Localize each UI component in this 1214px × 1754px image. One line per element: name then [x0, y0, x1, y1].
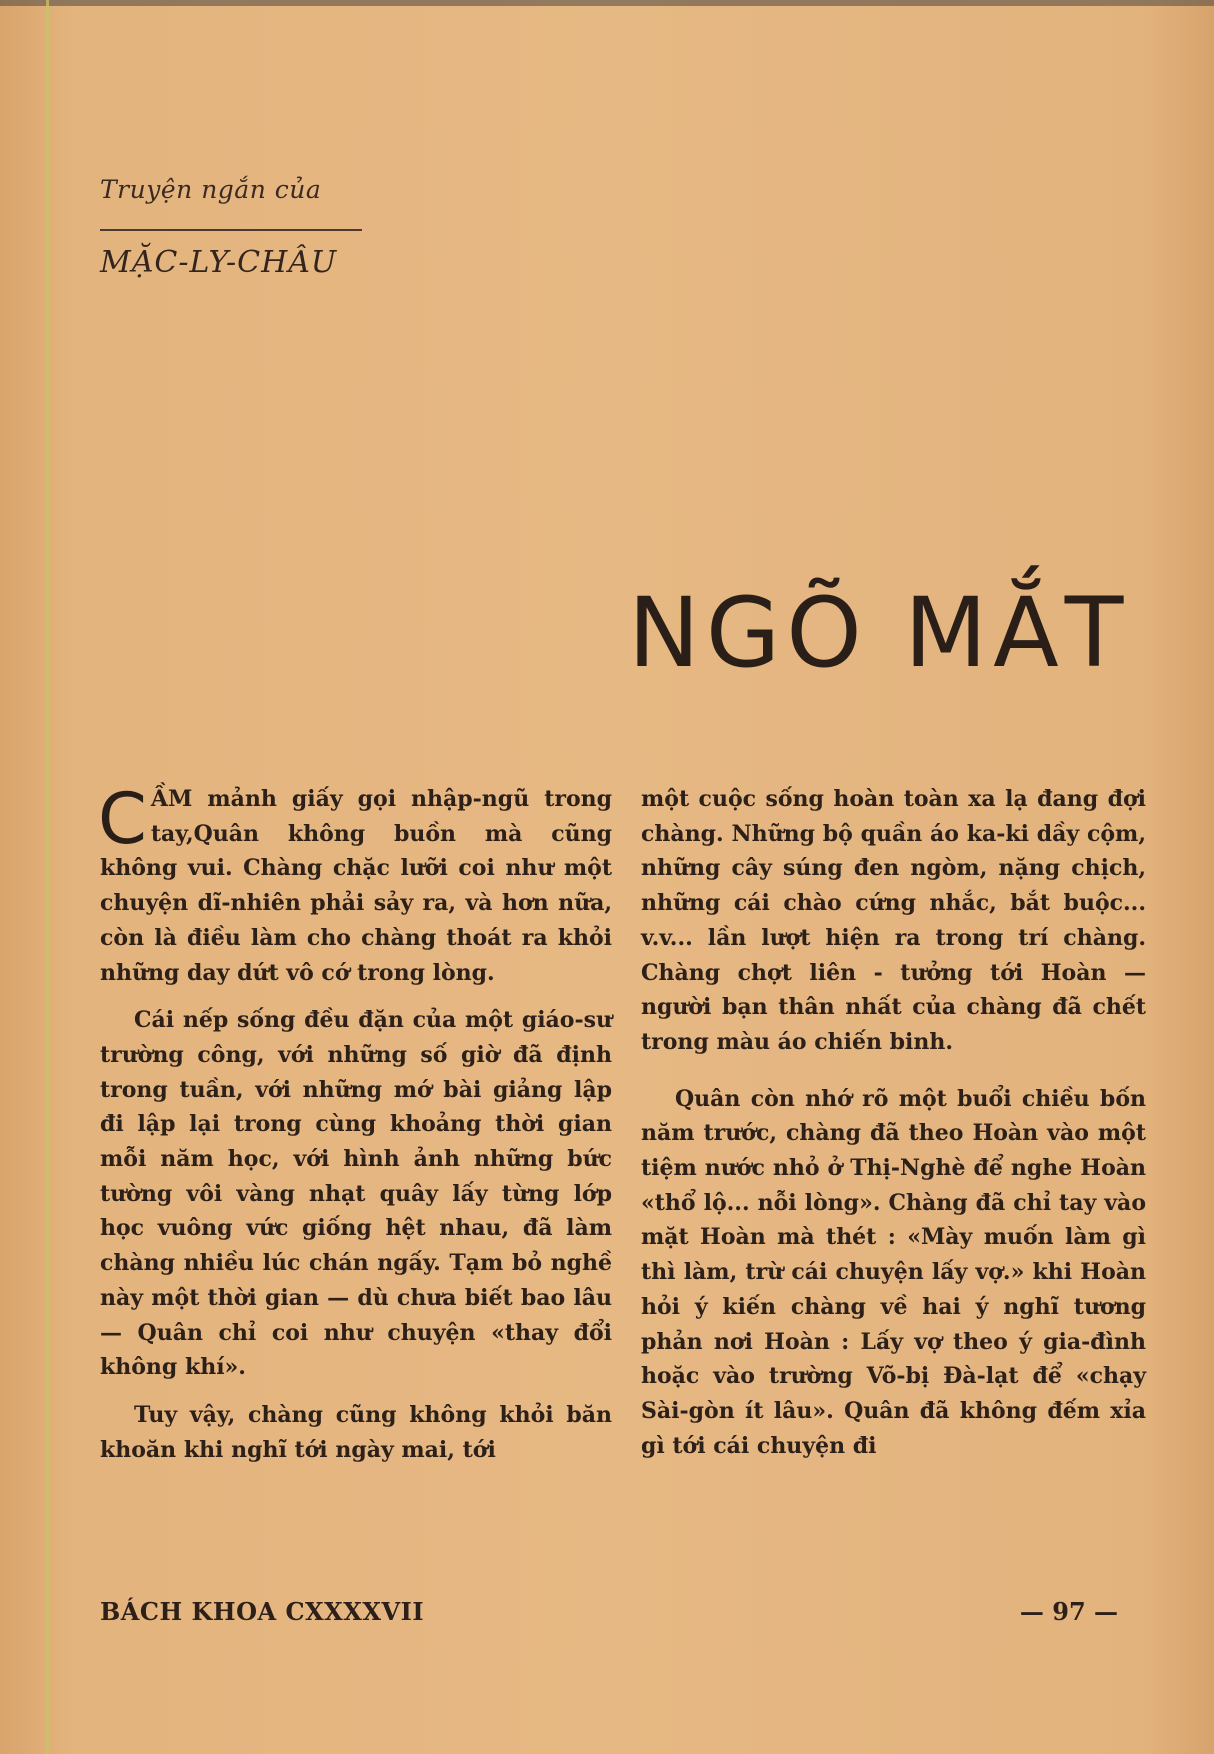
page-number: — 97 —	[1019, 1597, 1118, 1626]
author-name: MẶC-LY-CHÂU	[100, 245, 338, 280]
left-text-column	[98, 778, 612, 1467]
right-text-column	[641, 782, 1146, 1463]
paragraph: Cái nếp sống đều đặn của một giáo-sư trường công, với những số giờ đã định trong tuần, với những mớ bài giảng lập đi lập lại trong cùng khoảng thời gian mỗi năm học, với hình ảnh những bức tường vôi vàng nhạt quây lấy từng lớp học vuông vức giống hệt nhau, đã làm chàng nhiều lúc chán ngấy. Tạm bỏ nghề này một thời gian — dù chưa biết bao lâu — Quân chỉ coi như chuyện «thay đổi không khí».	[100, 1007, 612, 1381]
top-edge-shadow	[0, 0, 1214, 6]
byline-divider	[100, 229, 362, 231]
drop-cap: C	[98, 778, 147, 860]
paragraph	[98, 778, 612, 990]
binding-edge-line	[46, 0, 49, 1754]
paragraph: Quân còn nhớ rõ một buổi chiều bốn năm trước, chàng đã theo Hoàn vào một tiệm nước nhỏ ở Thị-Nghè để nghe Hoàn «thổ lộ... nỗi lòng». Chàng đã chỉ tay vào mặt Hoàn mà thét : «Mày muốn làm gì thì làm, trừ cái chuyện lấy vợ.» khi Hoàn hỏi ý kiến chàng về hai ý nghĩ tương phản nơi Hoàn : Lấy vợ theo ý gia-đình hoặc vào trường Võ-bị Đà-lạt để «chạy Sài-gòn ít lâu». Quân đã không đếm xỉa gì tới cái chuyện đi	[641, 1085, 1146, 1459]
paragraph: Tuy vậy, chàng cũng không khỏi băn khoăn khi nghĩ tới ngày mai, tới	[100, 1401, 612, 1463]
paragraph: một cuộc sống hoàn toàn xa lạ đang đợi chàng. Những bộ quần áo ka-ki dầy cộm, những cây súng đen ngòm, nặng chịch, những cái chào cứng nhắc, bắt buộc... v.v... lần lượt hiện ra trong trí chàng. Chàng chợt liên - tưởng tới Hoàn — người bạn thân nhất của chàng đã chết trong màu áo chiến binh.	[641, 786, 1146, 1055]
story-title: NGÕ MẮT	[628, 577, 1130, 689]
magazine-issue: BÁCH KHOA CXXXXVII	[100, 1597, 425, 1626]
paragraph-text: ẦM mảnh giấy gọi nhập-ngũ trong tay,Quân không buồn mà cũng không vui. Chàng chặc lưỡi coi như một chuyện dĩ-nhiên phải sảy ra, và hơn nữa, còn là điều làm cho chàng thoát ra khỏi những day dứt vô cớ trong lòng.	[100, 786, 612, 986]
byline: Truyện ngắn của	[100, 175, 322, 204]
